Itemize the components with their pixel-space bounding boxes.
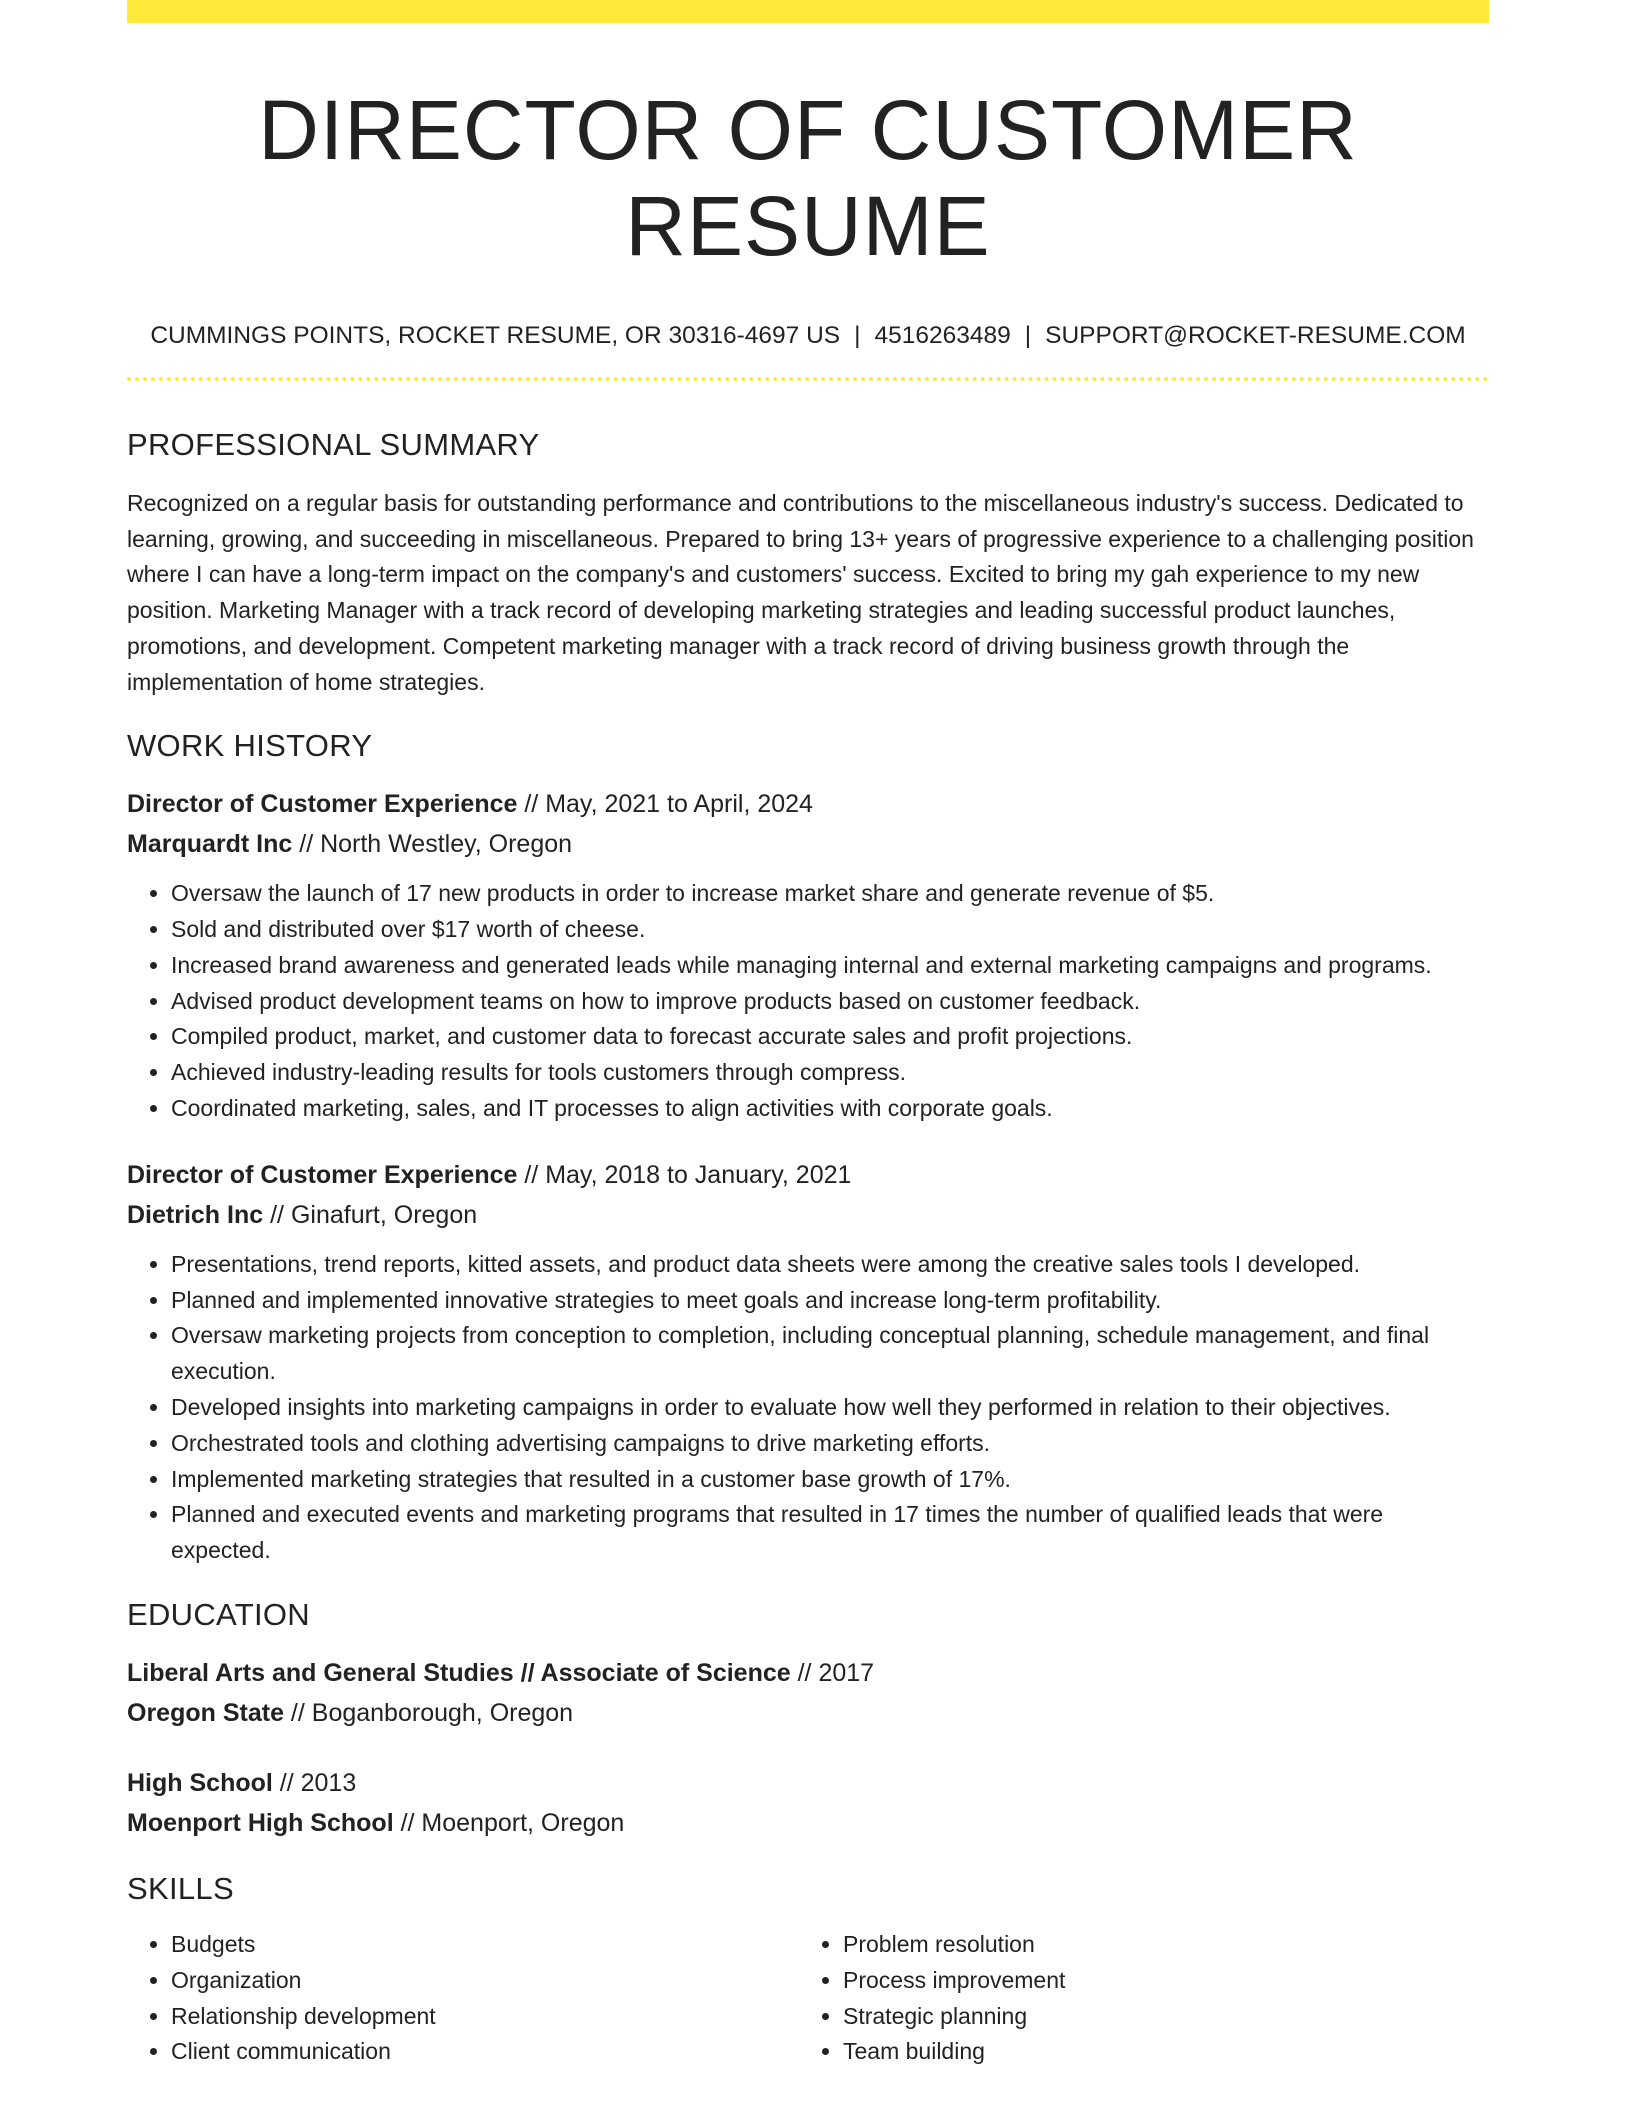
- contact-separator: |: [1024, 322, 1032, 349]
- job-location: // Ginafurt, Oregon: [263, 1200, 478, 1229]
- job-bullet: • Planned and executed events and marketing programs that resulted in 17 times the number of qualified leads that were expected.: [171, 1497, 1489, 1569]
- skills-heading: SKILLS: [127, 1870, 234, 1906]
- job-company-line: [127, 824, 1489, 864]
- summary-text: Recognized on a regular basis for outstanding performance and contributions to the miscellaneous industry's success. Dedicated to learning, growing, and succeeding in miscellaneous. Prepared to bring 13+ years of progressive experience to a challenging position where I can have a long-term impact on the company's and customers' success. Excited to bring my gah experience to my new position. Marketing Manager with a track record of developing marketing strategies and leading successful product launches, promotions, and development. Competent marketing manager with a track record of driving business growth through the implementation of home strategies.: [127, 490, 1474, 695]
- skills-grid: [127, 1927, 1489, 2070]
- skill-item: • Client communication: [171, 2034, 799, 2070]
- job-bullet: • Oversaw marketing projects from conception to completion, including conceptual planning, schedule management, and final execution.: [171, 1318, 1489, 1390]
- job-bullet: • Oversaw the launch of 17 new products in order to increase market share and generate revenue of $5.: [171, 876, 1489, 912]
- skills-list: [127, 1927, 799, 2070]
- education-degree-line: [127, 1763, 1489, 1803]
- education-location: // Moenport, Oregon: [393, 1808, 625, 1837]
- job-bullet: • Advised product development teams on how to improve products based on customer feedback.: [171, 984, 1489, 1020]
- resume-content: [127, 0, 1489, 2070]
- job-role: Director of Customer Experience: [127, 790, 518, 819]
- job-bullet: • Coordinated marketing, sales, and IT processes to align activities with corporate goals.: [171, 1091, 1489, 1127]
- job-bullet: • Increased brand awareness and generated leads while managing internal and external marketing campaigns and programs.: [171, 948, 1489, 984]
- job-bullet: • Presentations, trend reports, kitted assets, and product data sheets were among the creative sales tools I developed.: [171, 1247, 1489, 1283]
- education-entry: [127, 1763, 1489, 1843]
- education-school: Oregon State: [127, 1698, 284, 1727]
- job-dates: // May, 2021 to April, 2024: [517, 790, 813, 819]
- job-bullet: • Achieved industry-leading results for tools customers through compress.: [171, 1055, 1489, 1091]
- contact-email: SUPPORT@ROCKET-RESUME.COM: [1045, 322, 1466, 349]
- job-bullet: • Sold and distributed over $17 worth of cheese.: [171, 912, 1489, 948]
- job-entry: [127, 1155, 1489, 1569]
- skill-item: • Relationship development: [171, 1999, 799, 2035]
- contact-separator: |: [854, 322, 861, 349]
- job-entry: [127, 784, 1489, 1127]
- skill-item: • Problem resolution: [843, 1927, 1471, 1963]
- job-company: Dietrich Inc: [127, 1200, 264, 1229]
- education-school: Moenport High School: [127, 1808, 394, 1837]
- job-bullets: [127, 876, 1489, 1127]
- education-degree-line: [127, 1653, 1489, 1693]
- dotted-divider: [127, 377, 1489, 381]
- job-title-line: [127, 1155, 1489, 1195]
- skills-list: [799, 1927, 1471, 2070]
- education-degree: High School: [127, 1768, 273, 1797]
- job-role: Director of Customer Experience: [127, 1160, 518, 1189]
- job-bullet: • Implemented marketing strategies that resulted in a customer base growth of 17%.: [171, 1462, 1489, 1498]
- job-title-line: [127, 784, 1489, 824]
- contact-phone: 4516263489: [874, 322, 1011, 349]
- education-location: // Boganborough, Oregon: [283, 1698, 574, 1727]
- skills-column-left: [127, 1927, 799, 2070]
- education-degree: Liberal Arts and General Studies // Associate of Science: [127, 1658, 791, 1687]
- education-heading: EDUCATION: [127, 1596, 310, 1632]
- job-dates: // May, 2018 to January, 2021: [517, 1160, 852, 1189]
- skill-item: • Process improvement: [843, 1963, 1471, 1999]
- skill-item: • Organization: [171, 1963, 799, 1999]
- job-company: Marquardt Inc: [127, 830, 293, 859]
- job-bullet: • Planned and implemented innovative strategies to meet goals and increase long-term profitability.: [171, 1283, 1489, 1319]
- skills-column-right: [799, 1927, 1471, 2070]
- education-year: // 2017: [790, 1658, 875, 1687]
- education-school-line: [127, 1693, 1489, 1733]
- education-entry: [127, 1653, 1489, 1733]
- job-location: // North Westley, Oregon: [292, 830, 573, 859]
- summary-heading: PROFESSIONAL SUMMARY: [127, 427, 540, 462]
- education-school-line: [127, 1803, 1489, 1843]
- resume-title: DIRECTOR OF CUSTOMER RESUME: [258, 83, 1358, 273]
- work-history-heading: WORK HISTORY: [127, 728, 373, 764]
- skill-item: • Team building: [843, 2034, 1471, 2070]
- job-bullets: [127, 1247, 1489, 1569]
- skill-item: • Strategic planning: [843, 1999, 1471, 2035]
- education-year: // 2013: [272, 1768, 357, 1797]
- job-bullet: • Compiled product, market, and customer data to forecast accurate sales and profit projections.: [171, 1019, 1489, 1055]
- skill-item: • Budgets: [171, 1927, 799, 1963]
- job-bullet: • Orchestrated tools and clothing advertising campaigns to drive marketing efforts.: [171, 1426, 1489, 1462]
- contact-address: CUMMINGS POINTS, ROCKET RESUME, OR 30316-4697 US: [150, 322, 841, 349]
- job-bullet: • Developed insights into marketing campaigns in order to evaluate how well they performed in relation to their objectives.: [171, 1390, 1489, 1426]
- job-company-line: [127, 1195, 1489, 1235]
- contact-line: [127, 320, 1489, 352]
